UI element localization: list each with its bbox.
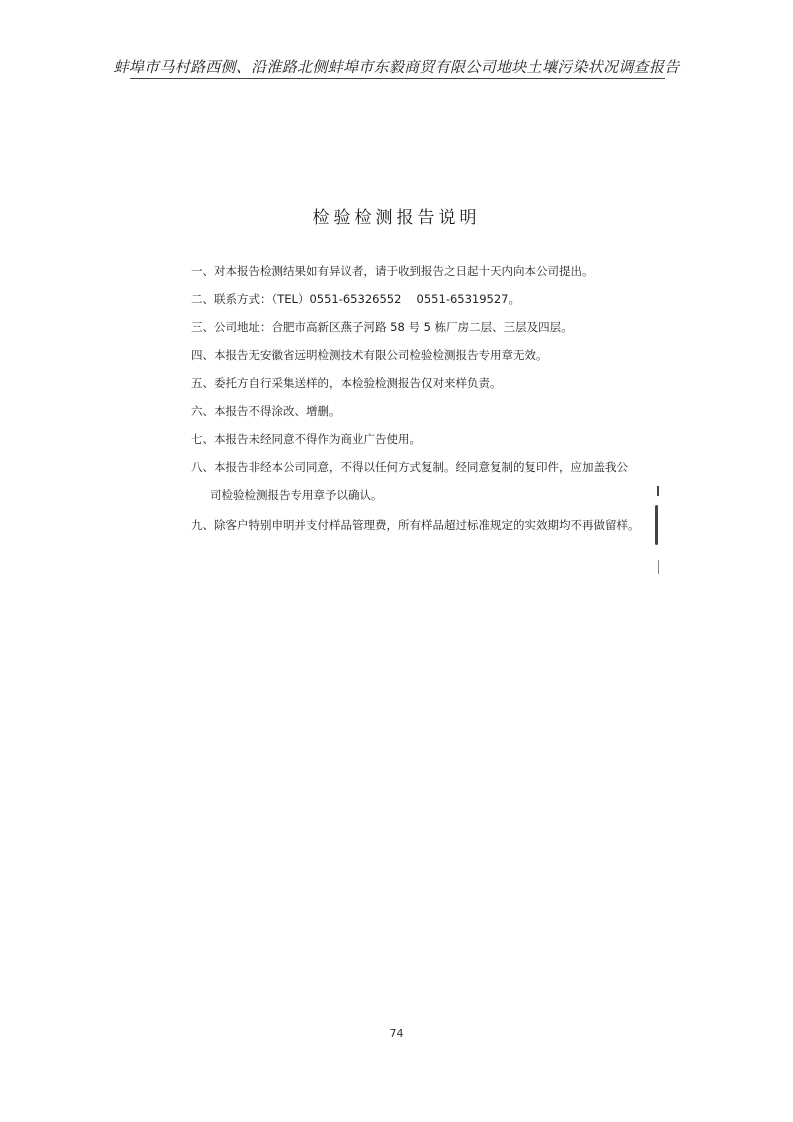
- clause-1: 一、对本报告检测结果如有异议者，请于收到报告之日起十天内向本公司提出。: [191, 264, 594, 278]
- scan-artifact-mark: [658, 560, 659, 574]
- clause-7: 七、本报告未经同意不得作为商业广告使用。: [191, 432, 421, 446]
- clause-5: 五、委托方自行采集送样的，本检验检测报告仅对来样负责。: [191, 376, 502, 390]
- page-number: 74: [389, 1027, 404, 1040]
- scan-artifact-mark: [657, 486, 659, 496]
- document-title: 检验检测报告说明: [312, 208, 481, 228]
- clause-3: 三、公司地址：合肥市高新区燕子河路 58 号 5 栋厂房二层、三层及四层。: [191, 320, 573, 334]
- scan-artifact-mark: [655, 505, 658, 545]
- header-divider: [130, 78, 665, 79]
- clause-8-continued: 司检验检测报告专用章予以确认。: [210, 488, 383, 502]
- clause-8: 八、本报告非经本公司同意，不得以任何方式复制。经同意复制的复印件，应加盖我公: [191, 460, 628, 474]
- clause-4: 四、本报告无安徽省远明检测技术有限公司检验检测报告专用章无效。: [191, 348, 548, 362]
- running-header: 蚌埠市马村路西侧、沿淮路北侧蚌埠市东毅商贸有限公司地块土壤污染状况调查报告: [113, 58, 680, 76]
- clause-9: 九、除客户特别申明并支付样品管理费，所有样品超过标准规定的实效期均不再做留样。: [191, 518, 640, 532]
- clause-2: 二、联系方式：（TEL）0551-65326552 0551-65319527。: [191, 292, 521, 306]
- clause-6: 六、本报告不得涂改、增删。: [191, 404, 341, 418]
